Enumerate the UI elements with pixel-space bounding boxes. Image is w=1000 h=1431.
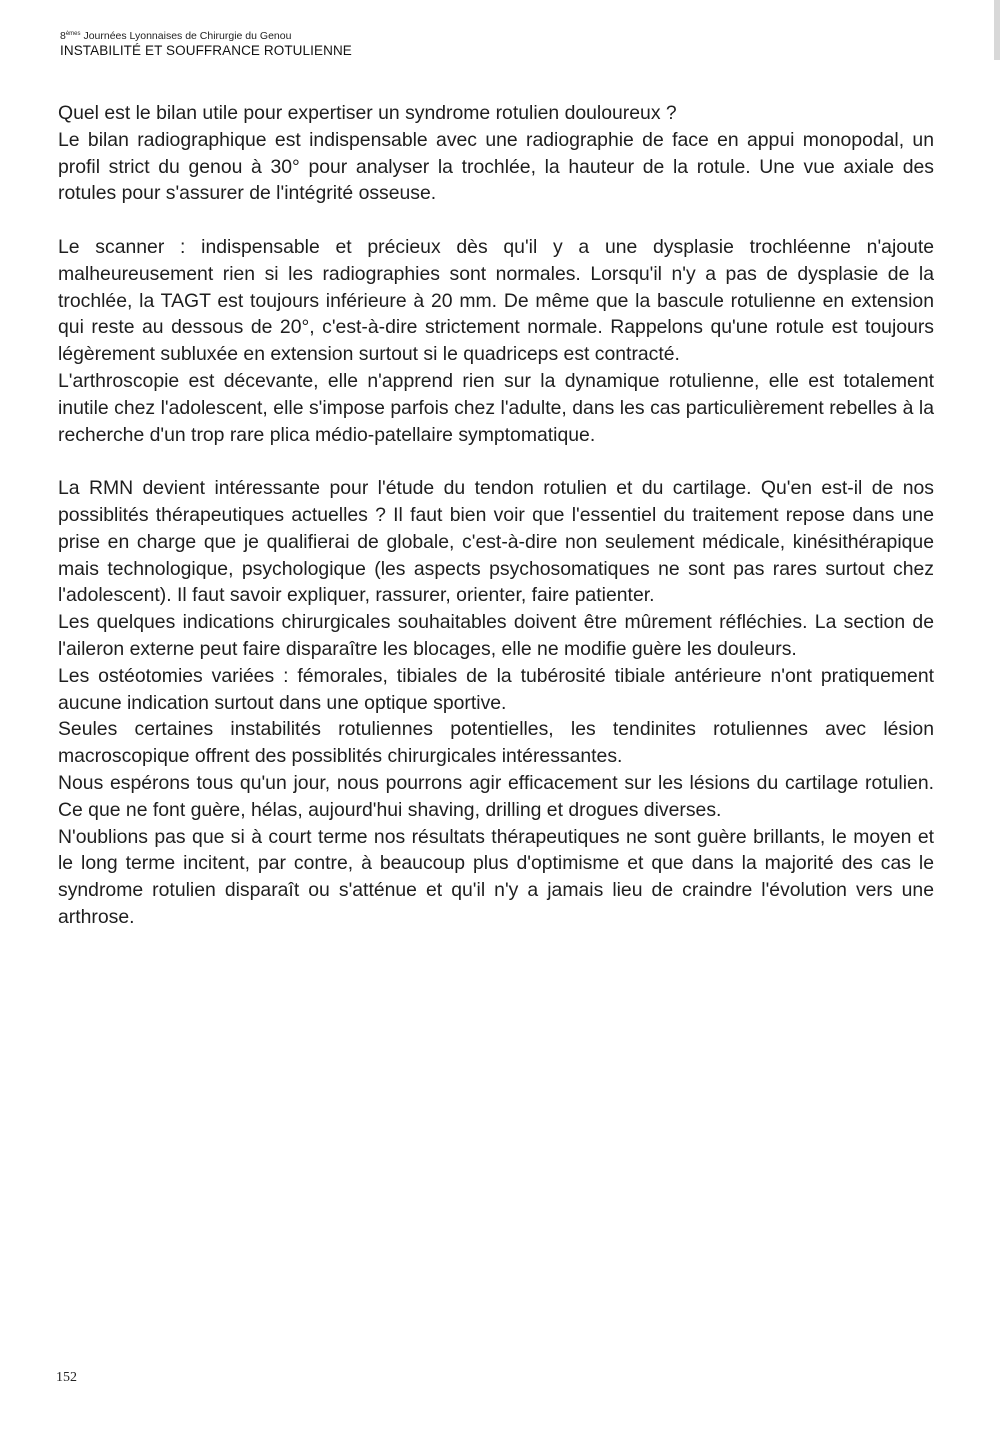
section-title: INSTABILITÉ ET SOUFFRANCE ROTULIENNE (60, 43, 352, 58)
paragraph-scanner: Le scanner : indispensable et précieux dès qu'il y a une dysplasie trochléenne n'ajoute malheureusement rien si les radiographies sont normales. Lorsqu'il n'y a pas de dysplasie de la trochlée, la TAGT est toujours inférieure à 20 mm. De même que la bascule rotulienne en extension qui reste au dessous de 20°, c'est-à-dire strictement normale. Rappelons qu'une rotule est toujours légèrement subluxée en extension surtout si le quadriceps est contracté. (58, 235, 934, 366)
paragraph-radiography: Le bilan radiographique est indispensable avec une radiographie de face en appui monopodal, un profil strict du genou à 30° pour analyser la trochlée, la hauteur de la rotule. Une vue axiale des rotules pour s'assurer de l'intégrité osseuse. (58, 128, 934, 205)
paragraph-osteotomies: Les ostéotomies variées : fémorales, tibiales de la tubérosité tibiale antérieure n'ont pratiquement aucune indication surtout dans une optique sportive. (58, 664, 934, 714)
edition-suffix: èmes (65, 31, 81, 37)
event-line (60, 28, 760, 43)
running-header (60, 28, 760, 59)
edition-number: 8 (60, 30, 66, 42)
paragraph-instabilities: Seules certaines instabilités rotuliennes potentielles, les tendinites rotuliennes avec lésion macroscopique offrent des possiblités chirurgicales intéressantes. (58, 718, 934, 768)
paragraph-indications: Les quelques indications chirurgicales souhaitables doivent être mûrement réfléchies. La section de l'aileron externe peut faire disparaître les blocages, elle ne modifie guère les douleurs. (58, 611, 934, 660)
paragraph-conclusion: N'oublions pas que si à court terme nos résultats thérapeutiques ne sont guère brillants, le moyen et le long terme incitent, par contre, à beaucoup plus d'optimisme et que dans la majorité des cas le syndrome rotulien disparaît ou s'atténue et qu'il n'y a jamais lieu de craindre l'évolution vers une arthrose. (58, 825, 934, 928)
paragraph-arthroscopy: L'arthroscopie est décevante, elle n'apprend rien sur la dynamique rotulienne, elle est totalement inutile chez l'adolescent, elle s'impose parfois chez l'adulte, dans les cas particulièrement rebelles à la recherche d'un trop rare plica médio-patellaire symptomatique. (58, 369, 934, 446)
page-number: 152 (56, 1370, 77, 1385)
scan-edge-mark (994, 0, 1000, 60)
event-title: Journées Lyonnaises de Chirurgie du Genou (83, 30, 292, 42)
body-text (58, 100, 934, 931)
paragraph-question: Quel est le bilan utile pour expertiser un syndrome rotulien douloureux ? (58, 102, 677, 124)
paragraph-rmn: La RMN devient intéressante pour l'étude du tendon rotulien et du cartilage. Qu'en est-il de nos possiblités thérapeutiques actuelles ? Il faut bien voir que l'essentiel du traitement repose dans une prise en charge que je qualifierai de globale, c'est-à-dire non seulement médicale, kinésithérapique mais technologique, psychologique (les aspects psychosomatiques ne sont pas rares surtout chez l'adolescent). Il faut savoir expliquer, rassurer, orienter, faire patienter. (58, 477, 934, 607)
paragraph-cartilage: Nous espérons tous qu'un jour, nous pourrons agir efficacement sur les lésions du cartilage rotulien. Ce que ne font guère, hélas, aujourd'hui shaving, drilling et drogues diverses. (58, 771, 934, 821)
